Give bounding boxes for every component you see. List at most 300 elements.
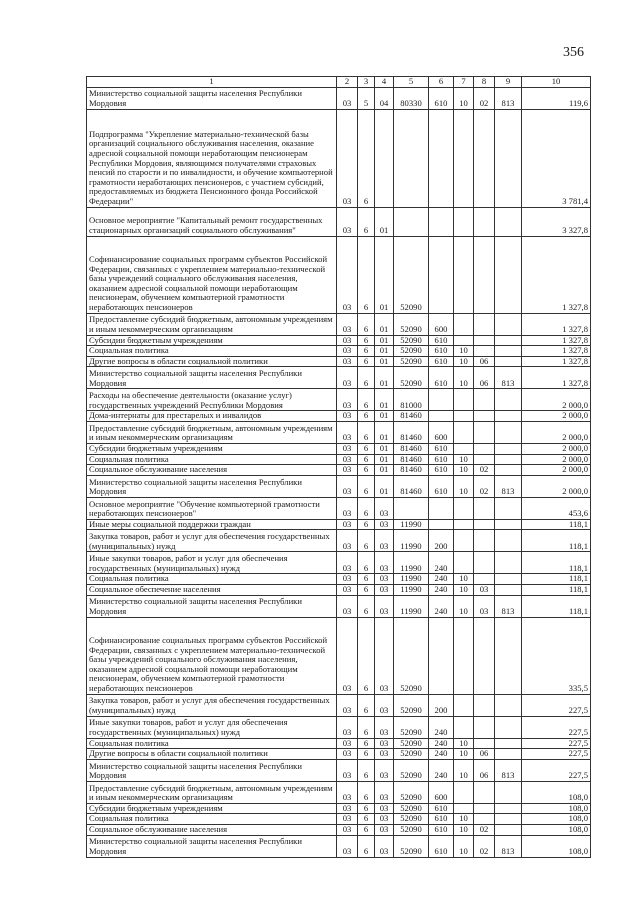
code-cell-3: 6: [358, 552, 375, 574]
code-cell-6: [429, 207, 454, 236]
code-cell-8: [474, 694, 495, 716]
table-row: [87, 617, 591, 694]
code-cell-4: 03: [375, 584, 394, 595]
code-cell-5: 52090: [394, 346, 429, 357]
page-number: 356: [563, 45, 584, 60]
amount-cell: 227,5: [522, 749, 591, 760]
column-header-10: 10: [522, 77, 591, 88]
table-row: [87, 781, 591, 803]
row-name-cell: Предоставление субсидий бюджетным, автономным учреждениям и иным некоммерческим организациям: [87, 421, 337, 443]
code-cell-8: [474, 207, 495, 236]
code-cell-4: 03: [375, 738, 394, 749]
code-cell-6: [429, 617, 454, 694]
table-row: [87, 421, 591, 443]
table-row: [87, 207, 591, 236]
column-header-9: 9: [495, 77, 522, 88]
code-cell-3: 6: [358, 356, 375, 367]
code-cell-9: [495, 109, 522, 207]
code-cell-5: 11990: [394, 574, 429, 585]
code-cell-8: 02: [474, 824, 495, 835]
code-cell-8: 06: [474, 749, 495, 760]
code-cell-4: 03: [375, 716, 394, 738]
table-row: [87, 519, 591, 530]
table-row: [87, 574, 591, 585]
code-cell-4: 03: [375, 694, 394, 716]
code-cell-5: 81460: [394, 443, 429, 454]
code-cell-7: [454, 716, 474, 738]
code-cell-9: [495, 803, 522, 814]
code-cell-3: 6: [358, 595, 375, 617]
code-cell-9: [495, 574, 522, 585]
code-cell-3: 6: [358, 465, 375, 476]
code-cell-8: 06: [474, 759, 495, 781]
code-cell-7: [454, 109, 474, 207]
code-cell-5: 11990: [394, 595, 429, 617]
code-cell-8: 03: [474, 584, 495, 595]
code-cell-3: 6: [358, 367, 375, 389]
code-cell-5: 52090: [394, 367, 429, 389]
code-cell-7: [454, 497, 474, 519]
code-cell-8: [474, 109, 495, 207]
code-cell-4: 03: [375, 574, 394, 585]
code-cell-2: 03: [337, 716, 358, 738]
amount-cell: 2 000,0: [522, 475, 591, 497]
code-cell-2: 03: [337, 346, 358, 357]
code-cell-5: 52090: [394, 759, 429, 781]
code-cell-8: [474, 346, 495, 357]
row-name-cell: Субсидии бюджетным учреждениям: [87, 335, 337, 346]
code-cell-4: 01: [375, 411, 394, 422]
code-cell-9: [495, 313, 522, 335]
code-cell-8: [474, 389, 495, 411]
code-cell-6: 610: [429, 346, 454, 357]
code-cell-9: 813: [495, 367, 522, 389]
amount-cell: 2 000,0: [522, 421, 591, 443]
code-cell-4: 03: [375, 552, 394, 574]
code-cell-4: 03: [375, 530, 394, 552]
row-name-cell: Министерство социальной защиты населения Республики Мордовия: [87, 759, 337, 781]
code-cell-2: 03: [337, 411, 358, 422]
code-cell-9: [495, 356, 522, 367]
row-name-cell: Предоставление субсидий бюджетным, автономным учреждениям и иным некоммерческим организациям: [87, 313, 337, 335]
code-cell-7: [454, 519, 474, 530]
code-cell-2: 03: [337, 781, 358, 803]
row-name-cell: Социальное обслуживание населения: [87, 465, 337, 476]
code-cell-5: 81460: [394, 454, 429, 465]
code-cell-9: [495, 389, 522, 411]
code-cell-3: 6: [358, 759, 375, 781]
row-name-cell: Министерство социальной защиты населения Республики Мордовия: [87, 87, 337, 109]
amount-cell: 3 781,4: [522, 109, 591, 207]
code-cell-3: 6: [358, 584, 375, 595]
column-header-1: 1: [87, 77, 337, 88]
code-cell-7: 10: [454, 738, 474, 749]
code-cell-6: 610: [429, 465, 454, 476]
code-cell-7: 10: [454, 465, 474, 476]
code-cell-7: 10: [454, 574, 474, 585]
amount-cell: 1 327,8: [522, 335, 591, 346]
code-cell-7: [454, 389, 474, 411]
code-cell-2: 03: [337, 530, 358, 552]
column-header-4: 4: [375, 77, 394, 88]
table-row: [87, 475, 591, 497]
row-name-cell: Министерство социальной защиты населения Республики Мордовия: [87, 835, 337, 857]
row-name-cell: Другие вопросы в области социальной политики: [87, 749, 337, 760]
code-cell-4: 01: [375, 335, 394, 346]
table-row: [87, 835, 591, 857]
code-cell-5: 11990: [394, 530, 429, 552]
table-body: [87, 87, 591, 857]
code-cell-3: 6: [358, 346, 375, 357]
amount-cell: 227,5: [522, 759, 591, 781]
table-row: [87, 552, 591, 574]
code-cell-4: 03: [375, 835, 394, 857]
code-cell-7: 10: [454, 749, 474, 760]
code-cell-6: 240: [429, 552, 454, 574]
code-cell-7: [454, 421, 474, 443]
code-cell-7: [454, 236, 474, 313]
table-row: [87, 236, 591, 313]
code-cell-4: 03: [375, 781, 394, 803]
code-cell-6: 610: [429, 814, 454, 825]
code-cell-3: 6: [358, 411, 375, 422]
code-cell-7: 10: [454, 824, 474, 835]
code-cell-3: 6: [358, 207, 375, 236]
table-row: [87, 109, 591, 207]
code-cell-9: [495, 814, 522, 825]
code-cell-6: 240: [429, 759, 454, 781]
code-cell-7: [454, 552, 474, 574]
code-cell-7: [454, 313, 474, 335]
code-cell-3: 6: [358, 738, 375, 749]
code-cell-2: 03: [337, 313, 358, 335]
code-cell-4: 04: [375, 87, 394, 109]
code-cell-6: [429, 236, 454, 313]
row-name-cell: Субсидии бюджетным учреждениям: [87, 803, 337, 814]
code-cell-5: 52090: [394, 236, 429, 313]
code-cell-5: 81460: [394, 475, 429, 497]
code-cell-6: 610: [429, 824, 454, 835]
table-row: [87, 497, 591, 519]
row-name-cell: Министерство социальной защиты населения Республики Мордовия: [87, 595, 337, 617]
amount-cell: 2 000,0: [522, 411, 591, 422]
code-cell-7: 10: [454, 367, 474, 389]
table-row: [87, 530, 591, 552]
amount-cell: 335,5: [522, 617, 591, 694]
row-name-cell: Социальная политика: [87, 738, 337, 749]
code-cell-9: [495, 421, 522, 443]
code-cell-4: 03: [375, 749, 394, 760]
code-cell-5: 52090: [394, 824, 429, 835]
code-cell-3: 6: [358, 803, 375, 814]
table-row: [87, 454, 591, 465]
code-cell-7: 10: [454, 87, 474, 109]
code-cell-8: [474, 716, 495, 738]
code-cell-5: 52090: [394, 356, 429, 367]
code-cell-5: 81460: [394, 465, 429, 476]
code-cell-3: 6: [358, 749, 375, 760]
row-name-cell: Расходы на обеспечение деятельности (оказание услуг) государственных учреждений Республики Мордовия: [87, 389, 337, 411]
code-cell-2: 03: [337, 835, 358, 857]
code-cell-7: [454, 443, 474, 454]
code-cell-4: 01: [375, 443, 394, 454]
code-cell-5: 52090: [394, 617, 429, 694]
code-cell-6: [429, 411, 454, 422]
code-cell-7: 10: [454, 595, 474, 617]
amount-cell: 1 327,8: [522, 313, 591, 335]
code-cell-8: [474, 519, 495, 530]
code-cell-4: 01: [375, 207, 394, 236]
code-cell-2: 03: [337, 465, 358, 476]
code-cell-7: 10: [454, 835, 474, 857]
code-cell-3: 5: [358, 87, 375, 109]
amount-cell: 118,1: [522, 552, 591, 574]
code-cell-9: [495, 617, 522, 694]
code-cell-9: [495, 465, 522, 476]
code-cell-4: 03: [375, 814, 394, 825]
code-cell-2: 03: [337, 356, 358, 367]
code-cell-3: 6: [358, 617, 375, 694]
code-cell-6: 600: [429, 421, 454, 443]
code-cell-2: 03: [337, 207, 358, 236]
row-name-cell: Софинансирование социальных программ субъектов Российской Федерации, связанных с укреплением материально-технической базы учреждений социального обслуживания населения, оказанием адресной социальной помощи неработающим пенсионерам, обучением компьютерной грамотности неработающих пенсионеров: [87, 236, 337, 313]
row-name-cell: Иные закупки товаров, работ и услуг для обеспечения государственных (муниципальных) нужд: [87, 716, 337, 738]
code-cell-9: [495, 824, 522, 835]
code-cell-7: 10: [454, 475, 474, 497]
code-cell-5: 52090: [394, 313, 429, 335]
row-name-cell: Подпрограмма "Укрепление материально-технической базы организаций социального обслуживания населения, оказание адресной социальной помощи неработающим пенсионерам Республики Мордовия, являющимся получателями страховых пенсий по старости и по инвалидности, и обучение компьютерной грамотности неработающих пенсионеров, с участием субсидий, предоставляемых из бюджета Пенсионного фонда Российской Федерации": [87, 109, 337, 207]
code-cell-9: [495, 738, 522, 749]
code-cell-9: [495, 749, 522, 760]
code-cell-2: 03: [337, 454, 358, 465]
code-cell-8: [474, 443, 495, 454]
code-cell-8: [474, 814, 495, 825]
code-cell-3: 6: [358, 781, 375, 803]
code-cell-8: 06: [474, 367, 495, 389]
table-row: [87, 584, 591, 595]
amount-cell: 227,5: [522, 738, 591, 749]
code-cell-2: 03: [337, 421, 358, 443]
code-cell-5: 81460: [394, 421, 429, 443]
code-cell-4: 03: [375, 824, 394, 835]
code-cell-9: [495, 346, 522, 357]
code-cell-9: [495, 497, 522, 519]
amount-cell: 108,0: [522, 835, 591, 857]
row-name-cell: Социальное обслуживание населения: [87, 824, 337, 835]
code-cell-2: 03: [337, 236, 358, 313]
code-cell-6: 610: [429, 835, 454, 857]
row-name-cell: Социальная политика: [87, 574, 337, 585]
amount-cell: 108,0: [522, 803, 591, 814]
row-name-cell: Министерство социальной защиты населения Республики Мордовия: [87, 367, 337, 389]
code-cell-2: 03: [337, 552, 358, 574]
code-cell-9: 813: [495, 475, 522, 497]
code-cell-2: 03: [337, 738, 358, 749]
code-cell-9: [495, 236, 522, 313]
code-cell-2: 03: [337, 367, 358, 389]
code-cell-4: 01: [375, 465, 394, 476]
code-cell-8: [474, 497, 495, 519]
code-cell-6: 600: [429, 781, 454, 803]
column-header-3: 3: [358, 77, 375, 88]
amount-cell: 227,5: [522, 716, 591, 738]
code-cell-3: 6: [358, 389, 375, 411]
code-cell-3: 6: [358, 824, 375, 835]
code-cell-6: [429, 109, 454, 207]
code-cell-3: 6: [358, 835, 375, 857]
code-cell-7: 10: [454, 814, 474, 825]
code-cell-9: [495, 519, 522, 530]
code-cell-7: [454, 335, 474, 346]
code-cell-5: 81000: [394, 389, 429, 411]
table-row: [87, 759, 591, 781]
code-cell-3: 6: [358, 475, 375, 497]
code-cell-4: 03: [375, 617, 394, 694]
row-name-cell: Закупка товаров, работ и услуг для обеспечения государственных (муниципальных) нужд: [87, 694, 337, 716]
code-cell-3: 6: [358, 519, 375, 530]
code-cell-7: [454, 530, 474, 552]
amount-cell: 118,1: [522, 519, 591, 530]
code-cell-6: 610: [429, 803, 454, 814]
code-cell-5: 11990: [394, 552, 429, 574]
code-cell-6: 240: [429, 584, 454, 595]
code-cell-9: [495, 454, 522, 465]
row-name-cell: Субсидии бюджетным учреждениям: [87, 443, 337, 454]
code-cell-3: 6: [358, 454, 375, 465]
code-cell-5: [394, 207, 429, 236]
code-cell-2: 03: [337, 87, 358, 109]
row-name-cell: Закупка товаров, работ и услуг для обеспечения государственных (муниципальных) нужд: [87, 530, 337, 552]
code-cell-3: 6: [358, 716, 375, 738]
code-cell-5: 11990: [394, 519, 429, 530]
code-cell-8: [474, 421, 495, 443]
code-cell-8: 02: [474, 835, 495, 857]
table-header-row: [87, 77, 591, 88]
amount-cell: 453,6: [522, 497, 591, 519]
amount-cell: 2 000,0: [522, 465, 591, 476]
code-cell-5: 52090: [394, 335, 429, 346]
code-cell-5: [394, 109, 429, 207]
row-name-cell: Социальная политика: [87, 346, 337, 357]
code-cell-4: 01: [375, 475, 394, 497]
code-cell-7: [454, 694, 474, 716]
code-cell-2: 03: [337, 443, 358, 454]
table-row: [87, 335, 591, 346]
table-row: [87, 356, 591, 367]
code-cell-9: 813: [495, 835, 522, 857]
code-cell-4: 01: [375, 421, 394, 443]
code-cell-5: 52090: [394, 781, 429, 803]
code-cell-4: 01: [375, 313, 394, 335]
code-cell-9: 813: [495, 595, 522, 617]
table-row: [87, 389, 591, 411]
code-cell-6: 610: [429, 454, 454, 465]
code-cell-5: 52090: [394, 738, 429, 749]
code-cell-7: 10: [454, 356, 474, 367]
code-cell-8: [474, 530, 495, 552]
code-cell-7: [454, 207, 474, 236]
amount-cell: 1 327,8: [522, 236, 591, 313]
code-cell-4: 01: [375, 389, 394, 411]
code-cell-6: 200: [429, 694, 454, 716]
table-row: [87, 824, 591, 835]
code-cell-8: 06: [474, 356, 495, 367]
table-row: [87, 465, 591, 476]
table-row: [87, 749, 591, 760]
code-cell-8: [474, 738, 495, 749]
code-cell-2: 03: [337, 109, 358, 207]
amount-cell: 1 327,8: [522, 367, 591, 389]
amount-cell: 1 327,8: [522, 346, 591, 357]
amount-cell: 118,1: [522, 530, 591, 552]
code-cell-6: 610: [429, 356, 454, 367]
code-cell-4: 01: [375, 236, 394, 313]
code-cell-4: 03: [375, 759, 394, 781]
code-cell-6: [429, 519, 454, 530]
code-cell-6: 240: [429, 574, 454, 585]
code-cell-9: [495, 716, 522, 738]
column-header-6: 6: [429, 77, 454, 88]
code-cell-6: 240: [429, 716, 454, 738]
code-cell-2: 03: [337, 814, 358, 825]
table-row: [87, 367, 591, 389]
code-cell-9: [495, 530, 522, 552]
row-name-cell: Дома-интернаты для престарелых и инвалидов: [87, 411, 337, 422]
row-name-cell: Иные закупки товаров, работ и услуг для обеспечения государственных (муниципальных) нужд: [87, 552, 337, 574]
row-name-cell: Другие вопросы в области социальной политики: [87, 356, 337, 367]
row-name-cell: Основное мероприятие "Обучение компьютерной грамотности неработающих пенсионеров": [87, 497, 337, 519]
row-name-cell: Социальная политика: [87, 814, 337, 825]
code-cell-6: 610: [429, 335, 454, 346]
code-cell-2: 03: [337, 574, 358, 585]
code-cell-9: [495, 584, 522, 595]
code-cell-4: 03: [375, 519, 394, 530]
column-header-8: 8: [474, 77, 495, 88]
row-name-cell: Министерство социальной защиты населения Республики Мордовия: [87, 475, 337, 497]
code-cell-4: 01: [375, 367, 394, 389]
column-header-2: 2: [337, 77, 358, 88]
code-cell-5: 52090: [394, 749, 429, 760]
code-cell-2: 03: [337, 475, 358, 497]
code-cell-8: [474, 617, 495, 694]
code-cell-3: 6: [358, 694, 375, 716]
budget-table: [86, 76, 591, 858]
code-cell-9: 813: [495, 87, 522, 109]
code-cell-9: [495, 411, 522, 422]
code-cell-8: [474, 454, 495, 465]
code-cell-2: 03: [337, 694, 358, 716]
code-cell-2: 03: [337, 519, 358, 530]
code-cell-9: 813: [495, 759, 522, 781]
code-cell-8: [474, 781, 495, 803]
code-cell-4: 03: [375, 595, 394, 617]
amount-cell: 3 327,8: [522, 207, 591, 236]
code-cell-8: 02: [474, 87, 495, 109]
code-cell-2: 03: [337, 389, 358, 411]
code-cell-2: 03: [337, 749, 358, 760]
row-name-cell: Основное мероприятие "Капитальный ремонт государственных стационарных организаций социального обслуживания": [87, 207, 337, 236]
code-cell-6: 240: [429, 738, 454, 749]
code-cell-2: 03: [337, 617, 358, 694]
code-cell-3: 6: [358, 574, 375, 585]
code-cell-4: 01: [375, 454, 394, 465]
amount-cell: 118,1: [522, 574, 591, 585]
table-row: [87, 411, 591, 422]
table-row: [87, 313, 591, 335]
code-cell-9: [495, 207, 522, 236]
code-cell-5: 81460: [394, 411, 429, 422]
code-cell-2: 03: [337, 595, 358, 617]
